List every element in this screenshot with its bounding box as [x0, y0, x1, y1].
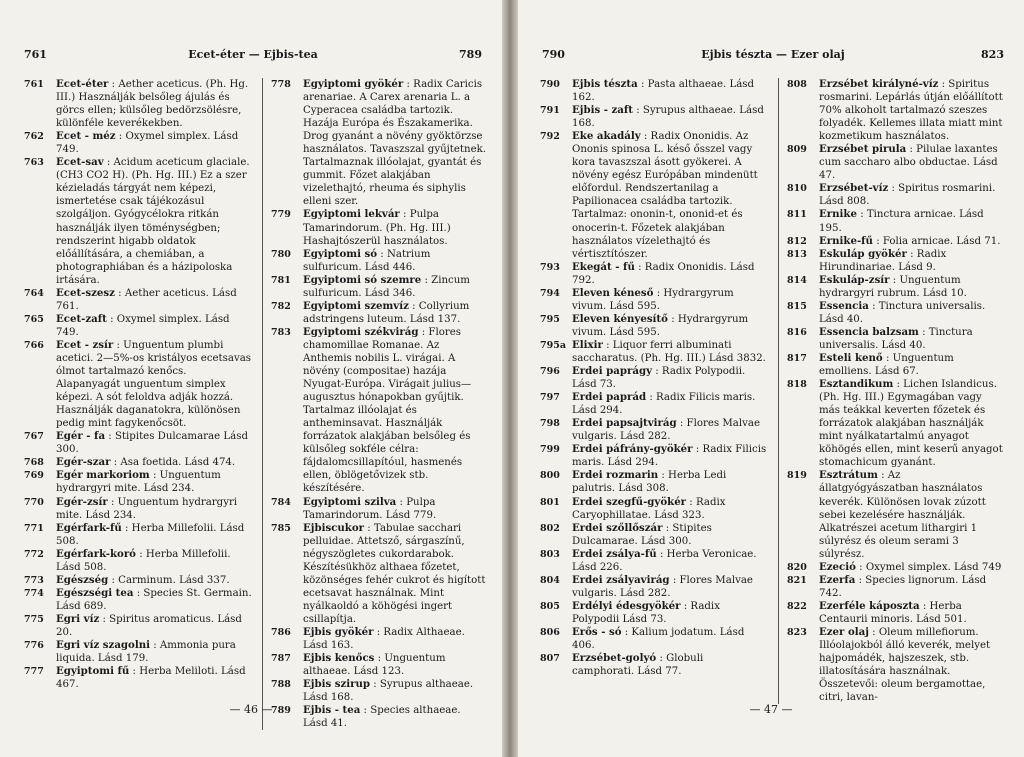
dictionary-entry — [540, 548, 768, 574]
dictionary-entry — [540, 287, 768, 313]
entry-number: 797 — [540, 392, 560, 404]
entry-headword: Eleven kéneső — [572, 286, 654, 299]
entry-definition: : Herba Veronicae. Lásd 226. — [572, 548, 757, 573]
dictionary-entry — [540, 261, 768, 287]
entry-definition: : Herba Millefolii. Lásd 508. — [56, 522, 245, 547]
entry-definition: : Hydrargyrum vivum. Lásd 595. — [572, 287, 734, 312]
left-page-column-2 — [262, 78, 487, 730]
entry-headword: Ejbis - tea — [303, 704, 361, 717]
entry-number: 783 — [271, 326, 291, 338]
dictionary-entry — [540, 443, 768, 469]
entry-definition: : Ammonia pura liquida. Lásd 179. — [56, 640, 236, 665]
entry-number: 795 — [540, 313, 560, 325]
dictionary-entry — [540, 600, 768, 626]
entry-definition: : Pilulae laxantes cum saccharo albo obductae. Lásd 47. — [819, 144, 998, 182]
entry-headword: Erzsébet királyné-víz — [819, 78, 939, 90]
entry-definition: : Herba Millefolii. Lásd 508. — [56, 548, 231, 573]
dictionary-entry — [787, 352, 1003, 378]
entry-definition: : Kalium jodatum. Lásd 406. — [572, 626, 745, 652]
entry-number: 772 — [24, 548, 44, 560]
entry-definition: : Globuli camphorati. Lásd 77. — [572, 653, 704, 678]
entry-number: 765 — [24, 313, 44, 325]
entry-number: 819 — [787, 470, 807, 482]
header-left-number: 761 — [24, 48, 47, 61]
entry-number: 778 — [271, 79, 291, 90]
entry-headword: Egri víz — [56, 612, 100, 625]
entry-definition: : Flores chamomillae Romanae. Az Anthemis nobilis L. virágai. A növény (compositae) hazája Nyugat-Európa. Virágait julius—augusztus hónapokban gyűjtik. Tartalmaz illóolajat és antheminsavat. Használják forrázatok alakjában belsőleg és külsőleg sokféle célra: fájdalomcsillapítóul, hasmenés ellen, öblögetővizek stb. készítésére. — [303, 326, 472, 495]
dictionary-entry — [787, 143, 1003, 182]
dictionary-entry — [540, 130, 768, 260]
dictionary-entry — [24, 156, 252, 286]
entry-definition: : Spiritus rosmarini. Lásd 808. — [819, 183, 996, 208]
entry-definition: : Aether aceticus. (Ph. Hg. III.) Használják belsőleg ájulás és görcs ellen; külsőleg bedörzsölésre, különféle keverékekben. — [56, 79, 249, 130]
entry-number: 805 — [540, 600, 560, 612]
entry-definition: : Radix Filicis maris. Lásd 294. — [572, 392, 756, 417]
entry-headword: Erdei szőllőszár — [572, 521, 663, 534]
dictionary-entry — [24, 522, 252, 548]
dictionary-entry — [787, 574, 1003, 600]
entry-headword: Ejbis kenőcs — [303, 652, 375, 665]
entry-definition: : Unguentum hydrargyri rubrum. Lásd 10. — [819, 274, 967, 299]
entry-number: 808 — [787, 79, 807, 90]
entry-number: 782 — [271, 300, 291, 312]
entry-number: 800 — [540, 470, 560, 482]
entry-headword: Ecet-sav — [56, 156, 104, 169]
entry-headword: Ekegát - fű — [572, 260, 635, 273]
dictionary-entry — [24, 456, 252, 469]
entry-headword: Egér-zsír — [56, 495, 108, 508]
entry-definition: : Syrupus althaeae. Lásd 168. — [303, 679, 474, 704]
entry-headword: Eleven kényesítő — [572, 312, 668, 325]
dictionary-entry — [787, 300, 1003, 326]
entry-headword: Egyiptomi szemvíz — [303, 299, 409, 312]
dictionary-entry — [271, 208, 487, 247]
right-page — [518, 0, 1024, 757]
entry-definition: : Tinctura universalis. Lásd 40. — [819, 300, 986, 325]
running-header-left — [24, 48, 482, 68]
dictionary-entry — [24, 665, 252, 691]
header-right-number: 790 — [542, 48, 565, 61]
entry-headword: Esteli kenő — [819, 351, 883, 364]
entry-definition: : Unguentum emolliens. Lásd 67. — [819, 352, 954, 378]
entry-number: 777 — [24, 666, 44, 678]
entry-headword: Erzsébet pirula — [819, 143, 907, 156]
entry-definition: : Radix Hirundinariae. Lásd 9. — [819, 248, 947, 273]
entry-definition: : Radix Caricis arenariae. A Carex arenaria L. a Cyperacea családba tartozik. Hazája Európa és Északamerika. Drog gyanánt a növény gyöktörzse használatos. Tavaszszal gyűjtetnek. Tartalmaznak illóolajat, gyantát és gummit. Főzet alakjában vizelethajtó, rheuma és siphylis elleni szer. — [303, 79, 487, 208]
entry-number: 794 — [540, 287, 560, 299]
entry-headword: Ezerféle káposzta — [819, 599, 920, 612]
entry-headword: Erdei páfrány-gyökér — [572, 443, 693, 456]
entry-definition: : Oleum millefiorum. Illóolajokból álló keverék, melyet hajpomádék, hajszeszek, stb. illatosítására használnak. Összetevői: oleum bergamottae, citri, lavan- — [819, 626, 991, 704]
entry-number: 793 — [540, 261, 560, 273]
entry-number: 816 — [787, 326, 807, 338]
dictionary-entry — [24, 130, 252, 156]
entry-headword: Ejbis tészta — [572, 78, 638, 90]
entry-headword: Erdei paprágy — [572, 365, 653, 378]
entry-number: 791 — [540, 105, 560, 117]
entry-headword: Erdei zsályavirág — [572, 573, 670, 586]
entry-number: 792 — [540, 131, 560, 143]
entry-headword: Egészségi tea — [56, 586, 134, 599]
entry-definition: : Acidum aceticum glaciale. (CH3 CO2 H). (Ph. Hg. III.) Ez a szer kézieladás tárgyát nem képezi, ismertetése csak tájékozásul szolgáljon. Gyógycélokra ritkán használják ilyen töménységben; rendszerint higabb oldatok előállítására, a chemiában, a photographiában és a házipoloska irtására. — [56, 157, 250, 286]
dictionary-entry — [540, 469, 768, 495]
entry-headword: Ejbiscukor — [303, 521, 365, 534]
entry-definition: : Asa foetida. Lásd 474. — [113, 457, 236, 469]
entry-number: 815 — [787, 300, 807, 312]
dictionary-entry — [787, 626, 1003, 704]
dictionary-entry — [787, 182, 1003, 208]
entry-headword: Erdei rozmarin — [572, 469, 659, 482]
entry-definition: : Pulpa Tamarindorum. Lásd 779. — [303, 496, 437, 521]
book-gutter — [502, 0, 518, 757]
entry-headword: Egyiptomi só — [303, 247, 378, 260]
entry-headword: Eskuláp-zsír — [819, 273, 890, 286]
entry-number: 767 — [24, 431, 44, 443]
entry-definition: : Oxymel simplex. Lásd 749. — [56, 131, 239, 156]
entry-definition: : Herba Centaurii minoris. Lásd 501. — [819, 600, 967, 625]
entry-headword: Erzsébet-víz — [819, 182, 889, 195]
entry-definition: : Flores Malvae vulgaris. Lásd 282. — [572, 574, 753, 599]
header-left-title: Ecet-éter — Ejbis-tea — [188, 48, 318, 61]
entry-number: 768 — [24, 457, 44, 469]
entry-number: 809 — [787, 144, 807, 156]
dictionary-entry — [24, 78, 252, 130]
entry-definition: : Pulpa Tamarindorum. (Ph. Hg. III.) Hashajtószerül használatos. — [303, 209, 451, 247]
entry-headword: Erzsébet-golyó — [572, 652, 657, 665]
entry-headword: Egér markoriom — [56, 469, 150, 482]
entry-definition: : Collyrium adstringens luteum. Lásd 137. — [303, 300, 470, 325]
entry-headword: Egyiptomi fű — [56, 665, 130, 678]
entry-number: 801 — [540, 496, 560, 508]
page-number-footer-left: — 46 — — [229, 703, 273, 716]
entry-number: 781 — [271, 274, 291, 286]
dictionary-entry — [24, 430, 252, 456]
entry-number: 784 — [271, 496, 291, 508]
header-right-end-number: 823 — [981, 48, 1004, 61]
entry-headword: Ernike-fű — [819, 234, 873, 247]
entry-headword: Egér - fa — [56, 430, 106, 443]
entry-number: 775 — [24, 613, 44, 625]
entry-number: 771 — [24, 522, 44, 534]
dictionary-entry — [540, 626, 768, 652]
dictionary-entry — [24, 613, 252, 639]
entry-headword: Ezer olaj — [819, 625, 869, 638]
entry-definition: : Radix Ononidis. Lásd 792. — [572, 261, 755, 286]
dictionary-entry — [271, 300, 487, 326]
entry-number: 773 — [24, 574, 44, 586]
entry-number: 786 — [271, 626, 291, 638]
entry-headword: Egyiptomi gyökér — [303, 78, 404, 90]
dictionary-entry — [271, 652, 487, 678]
dictionary-entry — [24, 469, 252, 495]
entry-definition: : Oxymel simplex. Lásd 749. — [56, 313, 230, 338]
dictionary-entry — [540, 574, 768, 600]
entry-number: 770 — [24, 496, 44, 508]
entry-headword: Ecet-zaft — [56, 312, 107, 325]
entry-headword: Erdélyi édesgyökér — [572, 599, 681, 612]
entry-definition: : Tinctura universalis. Lásd 40. — [819, 326, 973, 351]
entry-definition: : Liquor ferri albuminati saccharatus. (Ph. Hg. III.) Lásd 3832. — [572, 339, 766, 364]
dictionary-entry — [540, 313, 768, 339]
entry-number: 796 — [540, 366, 560, 378]
dictionary-entry — [787, 378, 1003, 469]
dictionary-entry — [787, 78, 1003, 143]
entry-headword: Elixir — [572, 338, 603, 351]
entry-number: 817 — [787, 352, 807, 364]
dictionary-entry — [24, 548, 252, 574]
entry-definition: : Unguentum hydrargyri mite. Lásd 234. — [56, 496, 238, 521]
entry-headword: Ejbis - zaft — [572, 104, 633, 117]
entry-headword: Ecet-szesz — [56, 286, 115, 299]
entry-number: 790 — [540, 79, 560, 90]
left-page-column-1 — [24, 78, 252, 691]
dictionary-entry — [787, 326, 1003, 352]
entry-number: 807 — [540, 653, 560, 665]
dictionary-entry — [271, 496, 487, 522]
entry-headword: Erdei szegfű-gyökér — [572, 495, 687, 508]
entry-number: 820 — [787, 561, 807, 573]
entry-number: 814 — [787, 274, 807, 286]
entry-number: 818 — [787, 379, 807, 391]
dictionary-entry — [540, 339, 768, 365]
entry-number: 763 — [24, 157, 44, 169]
entry-headword: Egér-szar — [56, 456, 111, 469]
right-page-column-2 — [778, 78, 1003, 704]
entry-definition: : Herba Meliloti. Lásd 467. — [56, 666, 246, 691]
entry-definition: : Unguentum plumbi acetici. 2—5%-os kristályos ecetsavas ólmot tartalmazó kenőcs. Alapanyagát unguentum simplex képezi. A sót feloldva adják hozzá. Használják daganatokra, különösen pedig mint fagykenőcsöt. — [56, 339, 252, 430]
entry-number: 811 — [787, 209, 807, 221]
entry-headword: Egyiptomi lekvár — [303, 208, 400, 221]
entry-definition: : Species althaeae. Lásd 41. — [303, 705, 461, 730]
entry-definition: : Herba Ledi palutris. Lásd 308. — [572, 470, 727, 495]
entry-definition: : Flores Malvae vulgaris. Lásd 282. — [572, 418, 760, 443]
dictionary-entry — [24, 313, 252, 339]
entry-headword: Esztrátum — [819, 469, 878, 482]
entry-definition: : Radix Ononidis. Az Ononis spinosa L. késő ősszel vagy kora tavaszszal ásott gyökerei. A növény egész Európában mindenütt előfordul. Rendszertanilag a Papilionacea családba tartozik. Tartalmaz: ononin-t, ononid-et és onocerin-t. Főzetek alakjában használatos vízelethajtó és vértisztítószer. — [572, 131, 758, 260]
entry-definition: : Aether aceticus. Lásd 761. — [56, 287, 237, 312]
entry-definition: : Oxymel simplex. Lásd 749 — [859, 561, 1002, 573]
page-number-footer-right: — 47 — — [749, 703, 793, 716]
dictionary-entry — [540, 417, 768, 443]
entry-headword: Essencia balzsam — [819, 325, 919, 338]
entry-headword: Egri víz szagolni — [56, 639, 150, 652]
entry-definition: : Species lignorum. Lásd 742. — [819, 574, 987, 599]
dictionary-entry — [271, 678, 487, 704]
dictionary-entry — [540, 365, 768, 391]
entry-number: 779 — [271, 209, 291, 221]
entry-definition: : Natrium sulfuricum. Lásd 446. — [303, 248, 431, 273]
entry-number: 812 — [787, 235, 807, 247]
entry-headword: Esztandikum — [819, 378, 894, 391]
entry-headword: Ezeció — [819, 560, 856, 573]
entry-number: 762 — [24, 131, 44, 143]
dictionary-entry — [24, 639, 252, 665]
dictionary-entry — [271, 78, 487, 208]
entry-number: 806 — [540, 626, 560, 638]
entry-number: 789 — [271, 705, 291, 717]
entry-number: 761 — [24, 79, 44, 90]
dictionary-entry — [24, 574, 252, 587]
dictionary-entry — [271, 626, 487, 652]
entry-headword: Ernike — [819, 208, 857, 221]
entry-number: 810 — [787, 183, 807, 195]
dictionary-entry — [787, 208, 1003, 234]
dictionary-entry — [540, 496, 768, 522]
entry-headword: Egyiptomi szilva — [303, 495, 397, 508]
entry-definition: : Stipites Dulcamarae. Lásd 300. — [572, 522, 712, 547]
entry-definition: : Tabulae sacchari pelluidae. Attetsző, sárgaszínű, négyszögletes cukordarabok. Készítésükhöz althaea főzetet, közönséges fehér cukrot és higított ecetsavat használnak. Mint nyálkaoldó a köhögési ingert csillapítja. — [303, 522, 486, 625]
entry-number: 798 — [540, 418, 560, 430]
entry-headword: Essencia — [819, 299, 869, 312]
dictionary-entry — [540, 78, 768, 104]
dictionary-entry — [24, 287, 252, 313]
entry-headword: Eke akadály — [572, 130, 641, 143]
header-right-title: Ejbis tészta — Ezer olaj — [701, 48, 845, 61]
dictionary-entry — [787, 561, 1003, 574]
entry-number: 799 — [540, 444, 560, 456]
entry-definition: : Unguentum althaeae. Lásd 123. — [303, 653, 446, 678]
entry-number: 802 — [540, 522, 560, 534]
dictionary-entry — [787, 248, 1003, 274]
dictionary-entry — [787, 600, 1003, 626]
entry-headword: Ezerfa — [819, 573, 856, 586]
entry-number: 804 — [540, 574, 560, 586]
dictionary-entry — [271, 326, 487, 496]
entry-number: 766 — [24, 339, 44, 351]
entry-headword: Erős - só — [572, 625, 622, 638]
entry-number: 774 — [24, 587, 44, 599]
entry-headword: Eskuláp gyökér — [819, 247, 907, 260]
entry-number: 803 — [540, 548, 560, 560]
entry-headword: Ecet-éter — [56, 78, 109, 90]
dictionary-entry — [24, 587, 252, 613]
entry-definition: : Radix Polypodii Lásd 73. — [572, 600, 720, 625]
entry-headword: Ejbis gyökér — [303, 625, 374, 638]
entry-headword: Egyiptomi székvirág — [303, 325, 419, 338]
entry-definition: : Radix Filicis maris. Lásd 294. — [572, 444, 767, 469]
entry-headword: Egérfark-fű — [56, 521, 122, 534]
entry-definition: : Radix Althaeae. Lásd 163. — [303, 626, 465, 652]
entry-number: 787 — [271, 653, 291, 665]
entry-definition: : Hydrargyrum vivum. Lásd 595. — [572, 313, 749, 338]
dictionary-entry — [540, 652, 768, 678]
dictionary-entry — [24, 496, 252, 522]
entry-headword: Ecet - méz — [56, 130, 116, 143]
entry-number: 764 — [24, 287, 44, 299]
entry-number: 822 — [787, 600, 807, 612]
entry-definition: : Unguentum hydrargyri mite. Lásd 234. — [56, 470, 221, 495]
dictionary-entry — [540, 522, 768, 548]
dictionary-entry — [271, 522, 487, 626]
entry-definition: : Stipites Dulcamarae Lásd 300. — [56, 431, 248, 456]
dictionary-entry — [271, 274, 487, 300]
entry-definition: : Pasta althaeae. Lásd 162. — [572, 79, 755, 104]
entry-headword: Ejbis szirup — [303, 678, 371, 691]
entry-number: 823 — [787, 626, 807, 638]
entry-definition: : Spiritus aromaticus. Lásd 20. — [56, 613, 242, 638]
entry-headword: Erdei zsálya-fű — [572, 547, 657, 560]
entry-headword: Egyiptomi só szemre — [303, 273, 422, 286]
entry-definition: : Spiritus rosmarini. Lepárlás útján előállított 70% alkoholt tartalmazó szeszes folyadék. Kellemes illata miatt mint kozmetikum használatos. — [819, 79, 1003, 143]
entry-number: 795a — [540, 339, 566, 351]
entry-definition: : Radix Polypodii. Lásd 73. — [572, 366, 746, 391]
entry-number: 785 — [271, 522, 291, 534]
entry-definition: : Species St. Germain. Lásd 689. — [56, 587, 252, 612]
entry-definition: : Zincum sulfuricum. Lásd 346. — [303, 274, 470, 299]
entry-headword: Erdei papsajtvirág — [572, 417, 677, 430]
right-page-column-1 — [540, 78, 768, 678]
dictionary-entry — [24, 339, 252, 430]
entry-number: 813 — [787, 248, 807, 260]
entry-headword: Egészség — [56, 573, 109, 586]
entry-number: 821 — [787, 574, 807, 586]
entry-headword: Egérfark-koró — [56, 547, 136, 560]
dictionary-entry — [787, 235, 1003, 248]
entry-definition: : Syrupus althaeae. Lásd 168. — [572, 105, 764, 130]
dictionary-entry — [271, 248, 487, 274]
entry-definition: : Folia arnicae. Lásd 71. — [876, 235, 1001, 247]
entry-number: 788 — [271, 679, 291, 691]
entry-definition: : Tinctura arnicae. Lásd 195. — [819, 209, 984, 234]
entry-headword: Erdei paprád — [572, 391, 647, 404]
dictionary-entry — [540, 104, 768, 130]
left-page — [0, 0, 502, 757]
entry-headword: Ecet - zsír — [56, 338, 114, 351]
dictionary-entry — [787, 274, 1003, 300]
entry-definition: : Lichen Islandicus. (Ph. Hg. III.) Egymagában vagy más teákkal keverten főzetek és forrázatok alakjában használják mint nyálkatartalmú anyagot köhögés ellen, mint keserű anyagot stomachicum gyanánt. — [819, 379, 1003, 469]
entry-definition: : Carminum. Lásd 337. — [111, 574, 230, 586]
entry-number: 776 — [24, 640, 44, 652]
header-left-end-number: 789 — [459, 48, 482, 61]
dictionary-entry — [540, 391, 768, 417]
dictionary-entry — [787, 469, 1003, 560]
entry-definition: : Az állatgyógyászatban használatos keverék. Különösen lovak zúzott sebei kezelésére használják. Alkatrészei acetum lithargiri 1 súlyrész és oleum serami 3 súlyrész. — [819, 470, 986, 560]
entry-definition: : Radix Caryophillatae. Lásd 323. — [572, 496, 726, 521]
entry-number: 780 — [271, 248, 291, 260]
running-header-right — [542, 48, 1004, 68]
entry-number: 769 — [24, 470, 44, 482]
